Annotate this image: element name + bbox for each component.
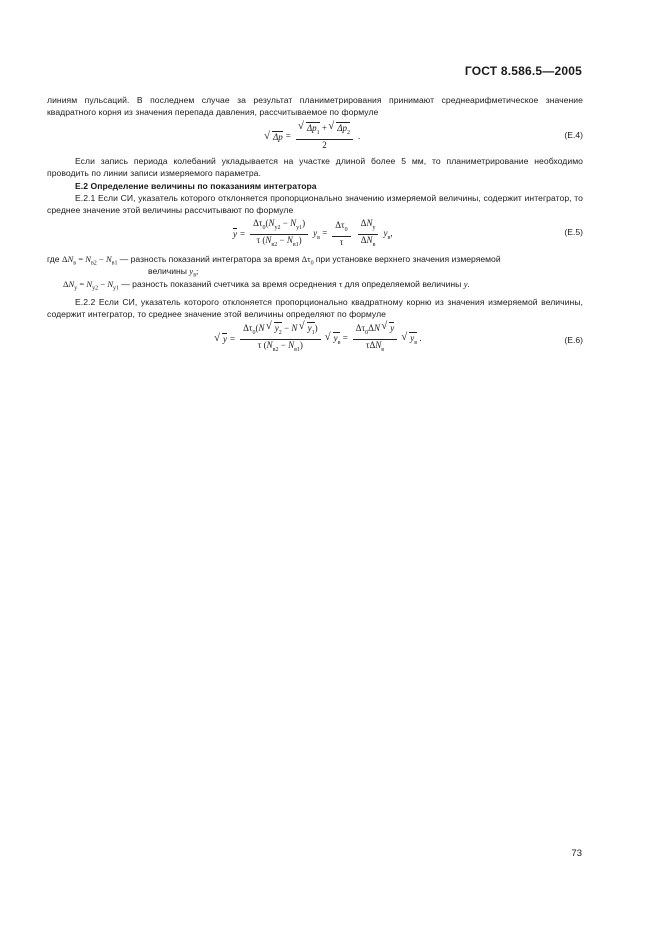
paragraph-e22: Е.2.2 Если СИ, указатель которого отклоняется пропорционально квадратному корню из значения измеряемой величины, содержит интегратор, то среднее значение этой величины определяют по формуле (47, 297, 583, 320)
definition-delta-nv-line2: величины $y_в$; (148, 266, 199, 279)
formula-e6: √ $\overline{y}$ = $\frac{\Delta\tau_0(N √ y_2 - N √ y_1)}{\tau (N_{в2} - N_{в1})}$ √ $y_в$ = $\frac{\Delta\tau_0\Delta N √ y}{\tau\Delta N_в}$ √ $y_в$ . (215, 322, 422, 356)
formula-number-e5: (Е.5) (564, 227, 583, 237)
formula-e4: √ Δp = √ $\frac{\Delta p_1 + √ \Delta p_2}{2}$ . (265, 122, 360, 151)
section-heading-e2: Е.2 Определение величины по показаниям интегратора (75, 181, 317, 191)
formula-number-e6: (Е.6) (564, 335, 583, 345)
paragraph-e21: Е.2.1 Если СИ, указатель которого отклоняется пропорционально значению измеряемой величины, содержит интегратор, то среднее значение этой величины рассчитывают по формуле (47, 193, 583, 216)
paragraph-continuation: линиям пульсаций. В последнем случае за результат планиметрирования принимают среднеарифметическое значение квадратного корня из значения перепада давления, рассчитываемое по формуле (47, 95, 583, 118)
definition-1-line-2: величины (148, 266, 187, 276)
formula-e5: $\overline{y}$ = $\frac{\Delta\tau_0(N_{y2} - N_{y1})}{\tau (N_{в2} - N_{в1})}$ $y_в$ = $\frac{\Delta\tau_0}{\tau}$ $\frac{\Delta N_y}{\Delta N_в}$ $y_в$, (233, 218, 393, 248)
definition-2-text: — разность показаний счетчика за время осреднения (121, 279, 337, 289)
definition-delta-nv: где $\Delta N_в = N_{в2} - N_{в1}$ — разность показаний интегратора за время $\Delta\tau_0$ при установке верхнего значения измеряемой (47, 254, 501, 267)
definition-delta-ny: $\Delta N_y = N_{y2} - N_{y1}$ — разность показаний счетчика за время осреднения τ для определяемой величины y. (63, 279, 470, 292)
formula-number-e4: (Е.4) (564, 130, 583, 140)
page-number: 73 (571, 848, 582, 859)
standard-header: ГОСТ 8.586.5—2005 (464, 64, 582, 78)
definition-1-text-2: при установке верхнего значения измеряемой (315, 254, 501, 264)
definition-2-text-2: для определяемой величины (344, 279, 462, 289)
paragraph-recording: Если запись периода колебаний укладывается на участке длиной более 5 мм, то планиметрирование необходимо проводить по линии записи измеряемого параметра. (47, 156, 583, 179)
definition-1-text: — разность показаний интегратора за время (119, 254, 300, 264)
where-label: где (47, 254, 60, 264)
